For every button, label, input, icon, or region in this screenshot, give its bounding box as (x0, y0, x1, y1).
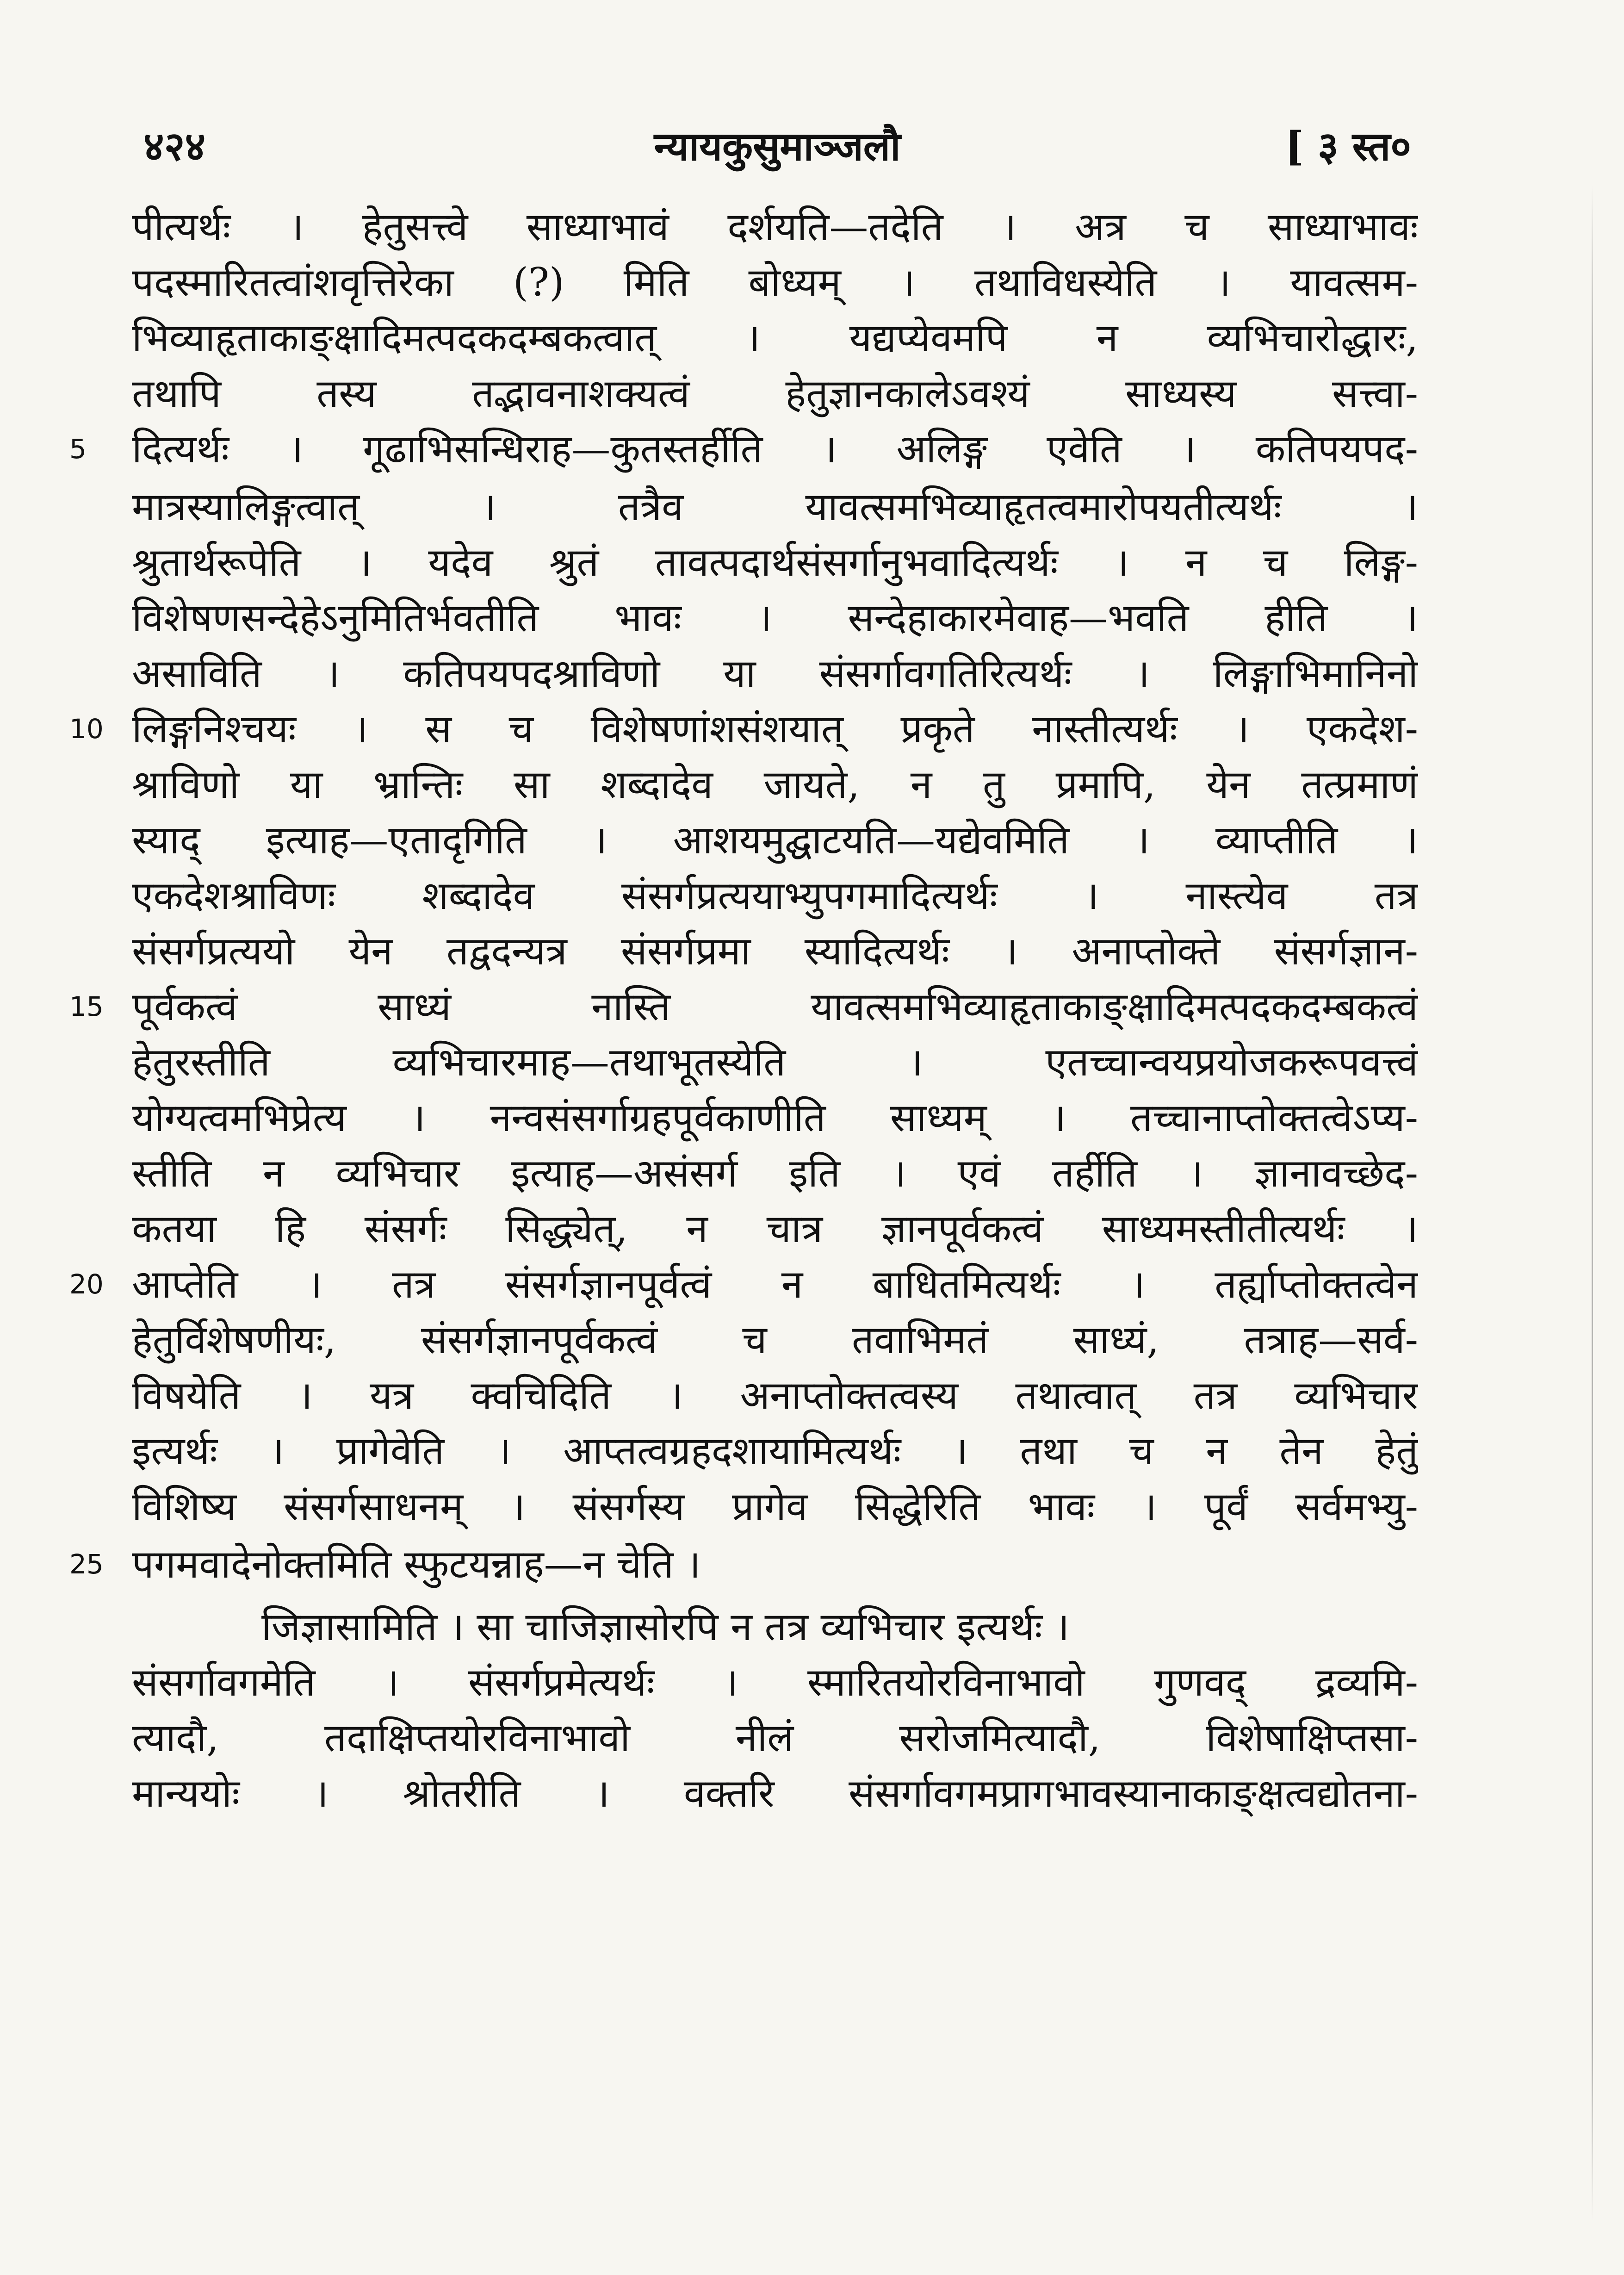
text-line: हेतुर्विशेषणीयः, संसर्गज्ञानपूर्वकत्वं च तवाभिमतं साध्यं, तत्राह—सर्व- (132, 1317, 1418, 1362)
text-line: पगमवादेनोक्तमिति स्फुटयन्नाह—न चेति । (132, 1542, 701, 1587)
text-line: मान्ययोः । श्रोतरीति । वक्तरि संसर्गावगमप्रागभावस्यानाकाङ्क्षत्वद्योतना- (132, 1771, 1418, 1816)
line-number: 15 (69, 991, 104, 1022)
text-line: पूर्वकत्वं साध्यं नास्ति यावत्समभिव्याहृताकाङ्क्षादिमत्पदकदम्बकत्वं (132, 984, 1418, 1029)
text-line: त्यादौ, तदाक्षिप्तयोरविनाभावो नीलं सरोजमित्यादौ, विशेषाक्षिप्तसा- (132, 1715, 1418, 1760)
line-number: 20 (69, 1268, 104, 1300)
text-line: संसर्गावगमेति । संसर्गप्रमेत्यर्थः । स्मारितयोरविनाभावो गुणवद् द्रव्यमि- (132, 1660, 1418, 1705)
text-line: विषयेति । यत्र क्वचिदिति । अनाप्तोक्तत्वस्य तथात्वात् तत्र व्यभिचार (132, 1373, 1418, 1418)
text-line: तथापि तस्य तद्भावनाशक्यत्वं हेतुज्ञानकालेऽवश्यं साध्यस्य सत्त्वा- (132, 371, 1418, 416)
text-line: श्राविणो या भ्रान्तिः सा शब्दादेव जायते, न तु प्रमापि, येन तत्प्रमाणं (132, 762, 1418, 807)
line-number: 5 (69, 433, 87, 465)
section-marker: [ ३ स्त० (1285, 123, 1411, 170)
text-line: लिङ्गनिश्चयः । स च विशेषणांशसंशयात् प्रकृते नास्तीत्यर्थः । एकदेश- (132, 706, 1418, 752)
text-line: विशिष्य संसर्गसाधनम् । संसर्गस्य प्रागेव सिद्धेरिति भावः । पूर्वं सर्वमभ्यु- (132, 1484, 1418, 1529)
text-line: पीत्यर्थः । हेतुसत्त्वे साध्याभावं दर्शयति—तदेति । अत्र च साध्याभावः (132, 204, 1418, 249)
text-line: संसर्गप्रत्ययो येन तद्वदन्यत्र संसर्गप्रमा स्यादित्यर्थः । अनाप्तोक्ते संसर्गज्ञान- (132, 928, 1418, 974)
text-line: श्रुतार्थरूपेति । यदेव श्रुतं तावत्पदार्थसंसर्गानुभवादित्यर्थः । न च लिङ्ग- (132, 540, 1418, 585)
running-header (143, 118, 1411, 169)
text-line: मात्रस्यालिङ्गत्वात् । तत्रैव यावत्समभिव्याहृतत्वमारोपयतीत्यर्थः । (132, 484, 1418, 529)
text-line: असाविति । कतिपयपदश्राविणो या संसर्गावगतिरित्यर्थः । लिङ्गाभिमानिनो (132, 651, 1418, 696)
page-title: न्यायकुसुमाञ्जलौ (654, 123, 901, 170)
text-line: आप्तेति । तत्र संसर्गज्ञानपूर्वत्वं न बाधितमित्यर्थः । तर्ह्याप्तोक्तत्वेन (132, 1262, 1418, 1307)
text-line: हेतुरस्तीति व्यभिचारमाह—तथाभूतस्येति । एतच्चान्वयप्रयोजकरूपवत्त्वं (132, 1039, 1418, 1085)
text-line: कतया हि संसर्गः सिद्ध्येत्, न चात्र ज्ञानपूर्वकत्वं साध्यमस्तीतीत्यर्थः । (132, 1206, 1418, 1251)
text-line: विशेषणसन्देहेऽनुमितिर्भवतीति भावः । सन्देहाकारमेवाह—भवति हीति । (132, 595, 1418, 640)
text-line: योग्यत्वमभिप्रेत्य । नन्वसंसर्गाग्रहपूर्वकाणीति साध्यम् । तच्चानाप्तोक्तत्वेऽप्य- (132, 1095, 1418, 1140)
page-edge-shadow (1592, 185, 1593, 2221)
text-line: दित्यर्थः । गूढाभिसन्धिराह—कुतस्तर्हीति । अलिङ्ग एवेति । कतिपयपद- (132, 426, 1418, 472)
text-line: जिज्ञासामिति । सा चाजिज्ञासोरपि न तत्र व्यभिचार इत्यर्थः । (261, 1604, 1070, 1649)
text-line: पदस्मारितत्वांशवृत्तिरेका (?) मिति बोध्यम् । तथाविधस्येति । यावत्सम- (132, 260, 1418, 305)
text-line: इत्यर्थः । प्रागेवेति । आप्तत्वग्रहदशायामित्यर्थः । तथा च न तेन हेतुं (132, 1428, 1418, 1473)
text-line: एकदेशश्राविणः शब्दादेव संसर्गप्रत्ययाभ्युपगमादित्यर्थः । नास्त्येव तत्र (132, 873, 1418, 918)
line-number: 25 (69, 1548, 104, 1580)
text-line: भिव्याहृताकाङ्क्षादिमत्पदकदम्बकत्वात् । यद्यप्येवमपि न व्यभिचारोद्धारः, (132, 315, 1418, 361)
text-line: स्तीति न व्यभिचार इत्याह—असंसर्ग इति । एवं तर्हीति । ज्ञानावच्छेद- (132, 1150, 1418, 1196)
page-number: ४२४ (143, 123, 206, 170)
text-line: स्याद् इत्याह—एतादृगिति । आशयमुद्घाटयति—यद्येवमिति । व्याप्तीति । (132, 817, 1418, 863)
line-number: 10 (69, 713, 104, 745)
